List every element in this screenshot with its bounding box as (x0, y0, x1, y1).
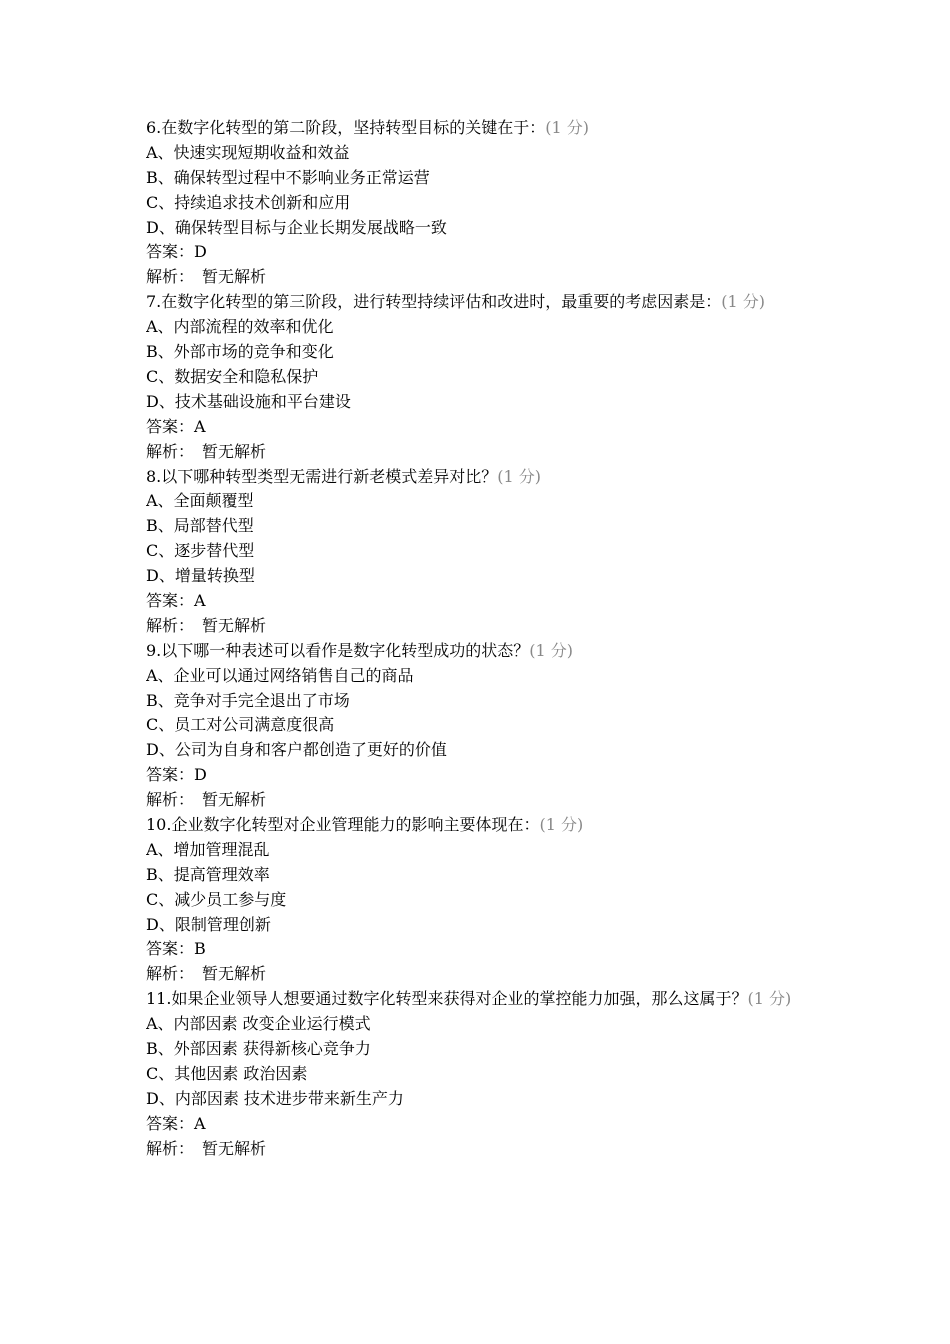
option-a: A、快速实现短期收益和效益 (146, 142, 350, 162)
option-b: B、确保转型过程中不影响业务正常运营 (146, 167, 430, 187)
option-b: B、提高管理效率 (146, 864, 270, 884)
option-d: D、增量转换型 (146, 566, 255, 586)
question-stem (146, 290, 826, 315)
question-stem (146, 987, 826, 1012)
question-score: (1 分) (721, 292, 766, 312)
option-d: D、确保转型目标与企业长期发展战略一致 (146, 217, 447, 237)
analysis: 解析： 暂无解析 (146, 441, 267, 461)
option-b: B、局部替代型 (146, 516, 254, 536)
option-d: D、公司为自身和客户都创造了更好的价值 (146, 740, 447, 760)
question-score: (1 分) (529, 640, 574, 660)
option-d: D、限制管理创新 (146, 914, 271, 934)
option-c: C、逐步替代型 (146, 541, 255, 561)
option-c: C、其他因素 政治因素 (146, 1063, 308, 1083)
option-c: C、减少员工参与度 (146, 889, 287, 909)
option-c: C、员工对公司满意度很高 (146, 715, 335, 735)
option-a: A、内部流程的效率和优化 (146, 317, 334, 337)
option-a: A、增加管理混乱 (146, 839, 270, 859)
question-score: (1 分) (497, 466, 542, 486)
analysis: 解析： 暂无解析 (146, 964, 267, 984)
answer: 答案：A (146, 1113, 206, 1133)
question-6 (146, 116, 826, 290)
document-body (146, 116, 826, 1162)
question-stem (146, 465, 826, 490)
option-a: A、内部因素 改变企业运行模式 (146, 1014, 371, 1034)
analysis: 解析： 暂无解析 (146, 790, 267, 810)
option-a: A、全面颠覆型 (146, 491, 254, 511)
answer: 答案：A (146, 590, 206, 610)
question-stem-text: 9.以下哪一种表述可以看作是数字化转型成功的状态？ (146, 640, 530, 660)
question-score: (1 分) (747, 989, 792, 1009)
question-stem-text: 7.在数字化转型的第三阶段，进行转型持续评估和改进时，最重要的考虑因素是： (146, 292, 722, 312)
question-stem (146, 116, 826, 141)
option-b: B、外部因素 获得新核心竞争力 (146, 1039, 371, 1059)
analysis: 解析： 暂无解析 (146, 267, 267, 287)
question-stem (146, 813, 826, 838)
question-9 (146, 639, 826, 813)
question-stem (146, 639, 826, 664)
option-d: D、技术基础设施和平台建设 (146, 391, 351, 411)
question-stem-text: 11.如果企业领导人想要通过数字化转型来获得对企业的掌控能力加强，那么这属于？ (146, 989, 748, 1009)
question-stem-text: 10.企业数字化转型对企业管理能力的影响主要体现在： (146, 815, 540, 834)
question-score: (1 分) (545, 118, 590, 137)
question-11 (146, 987, 826, 1161)
option-b: B、外部市场的竞争和变化 (146, 342, 334, 362)
question-stem-text: 8.以下哪种转型类型无需进行新老模式差异对比？ (146, 466, 498, 486)
question-10 (146, 813, 826, 987)
question-score: (1 分) (539, 815, 584, 834)
analysis: 解析： 暂无解析 (146, 1138, 267, 1158)
question-7 (146, 290, 826, 464)
question-stem-text: 6.在数字化转型的第二阶段，坚持转型目标的关键在于： (146, 118, 546, 137)
option-d: D、内部因素 技术进步带来新生产力 (146, 1088, 404, 1108)
option-b: B、竞争对手完全退出了市场 (146, 690, 350, 710)
answer: 答案：B (146, 939, 206, 959)
answer: 答案：A (146, 416, 206, 436)
option-c: C、持续追求技术创新和应用 (146, 192, 351, 212)
answer: 答案：D (146, 242, 207, 262)
option-c: C、数据安全和隐私保护 (146, 366, 319, 386)
option-a: A、企业可以通过网络销售自己的商品 (146, 665, 414, 685)
analysis: 解析： 暂无解析 (146, 615, 267, 635)
question-8 (146, 465, 826, 639)
answer: 答案：D (146, 765, 207, 785)
